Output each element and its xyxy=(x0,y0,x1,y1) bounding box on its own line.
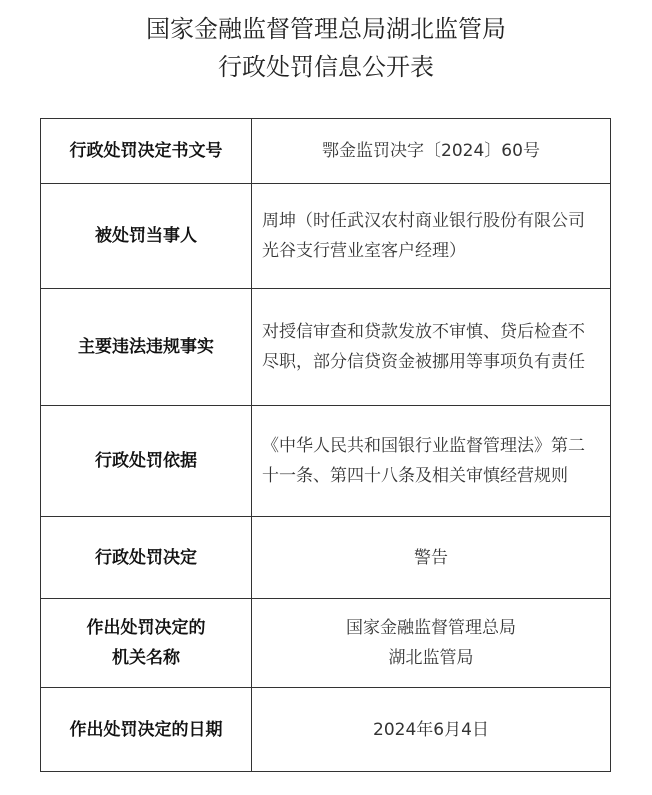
penalty-info-table xyxy=(40,118,611,772)
table-row-decision xyxy=(41,517,611,599)
violation-facts-value: 对授信审查和贷款发放不审慎、贷后检查不尽职，部分信贷资金被挪用等事项负有责任 xyxy=(252,289,611,406)
authority-value-line2: 湖北监管局 xyxy=(388,648,474,668)
party-value: 周坤（时任武汉农村商业银行股份有限公司光谷支行营业室客户经理） xyxy=(252,184,611,289)
table-row-date xyxy=(41,688,611,772)
authority-label xyxy=(41,599,252,688)
table-row-decision-number xyxy=(41,119,611,184)
party-label: 被处罚当事人 xyxy=(41,184,252,289)
decision-number-value: 鄂金监罚决字〔2024〕60号 xyxy=(252,119,611,184)
legal-basis-value: 《中华人民共和国银行业监督管理法》第二十一条、第四十八条及相关审慎经营规则 xyxy=(252,406,611,517)
date-label: 作出处罚决定的日期 xyxy=(41,688,252,772)
violation-facts-label: 主要违法违规事实 xyxy=(41,289,252,406)
date-value: 2024年6月4日 xyxy=(252,688,611,772)
decision-value: 警告 xyxy=(252,517,611,599)
page-title: 国家金融监督管理总局湖北监管局 xyxy=(146,15,506,43)
authority-label-line2: 机关名称 xyxy=(112,648,180,668)
table-row-violation-facts xyxy=(41,289,611,406)
authority-value-line1: 国家金融监督管理总局 xyxy=(346,618,516,638)
legal-basis-label: 行政处罚依据 xyxy=(41,406,252,517)
table-row-legal-basis xyxy=(41,406,611,517)
decision-label: 行政处罚决定 xyxy=(41,517,252,599)
authority-value xyxy=(252,599,611,688)
decision-number-label: 行政处罚决定书文号 xyxy=(41,119,252,184)
authority-label-line1: 作出处罚决定的 xyxy=(86,618,206,638)
table-row-authority xyxy=(41,599,611,688)
page-subtitle: 行政处罚信息公开表 xyxy=(218,53,434,81)
table-row-party xyxy=(41,184,611,289)
